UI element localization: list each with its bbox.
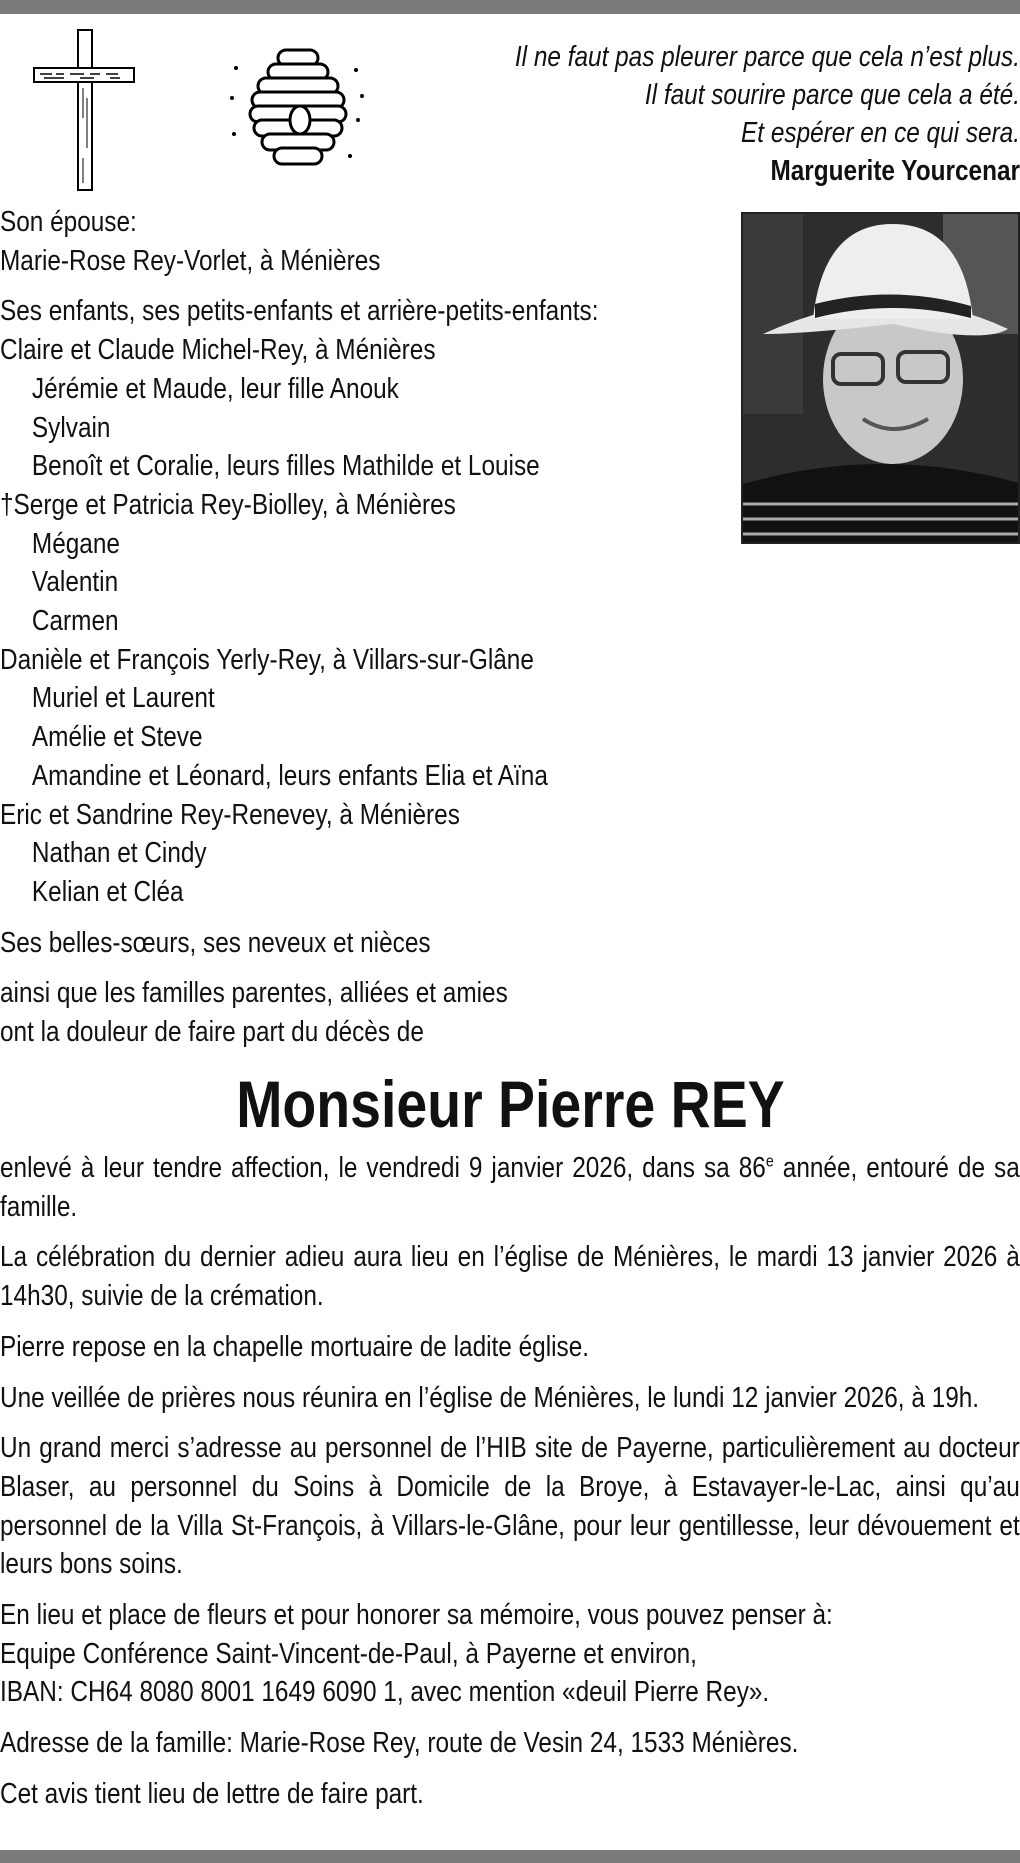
text: enlevé à leur tendre affection, le vendredi 9 janvier 2026, dans sa 86 (0, 1152, 766, 1184)
quote-author: Marguerite Yourcenar (770, 155, 1020, 187)
quote-line: Et espérer en ce qui sera. (741, 117, 1020, 149)
family-member-line: Jérémie et Maude, leur fille Anouk (31, 372, 399, 405)
quote-line: Il faut sourire parce que cela a été. (644, 79, 1020, 111)
family-member-line: Kelian et Cléa (31, 875, 184, 908)
paragraph-vigil: Une veillée de prières nous réunira en l’église de Ménières, le lundi 12 janvier 2026, à 19h. (0, 1381, 980, 1414)
paragraph-ceremony: La célébration du dernier adieu aura lieu en l’église de Ménières, le mardi 13 janvier 2026 à 14h30, suivie de la crémation. (0, 1241, 1020, 1313)
iban: IBAN: CH64 8080 8001 1649 6090 1, avec mention «deuil Pierre Rey». (0, 1676, 770, 1709)
text: année, entouré de sa famille. (0, 1152, 1020, 1223)
family-member-line: Danièle et François Yerly-Rey, à Villars-sur-Glâne (0, 643, 534, 676)
text: Equipe Conférence Saint-Vincent-de-Paul, à Payerne et environ, (0, 1637, 697, 1670)
text: En lieu et place de fleurs et pour honorer sa mémoire, vous pouvez penser à: (0, 1599, 833, 1632)
family-list (0, 203, 1020, 1064)
family-member-line: Amélie et Steve (31, 721, 203, 754)
family-member-line: Nathan et Cindy (31, 837, 207, 870)
ordinal-sup: e (765, 1151, 774, 1171)
announce-line: ainsi que les familles parentes, alliées et amies (0, 977, 508, 1010)
bottom-border (0, 1850, 1020, 1863)
family-member-line: Eric et Sandrine Rey-Renevey, à Ménières (0, 798, 460, 831)
paragraph-donation (0, 1596, 1020, 1712)
announce-line: ont la douleur de faire part du décès de (0, 1016, 424, 1049)
family-member-line: Amandine et Léonard, leurs enfants Elia et Aïna (31, 759, 548, 792)
family-member-line: Claire et Claude Michel-Rey, à Ménières (0, 334, 436, 367)
quote (0, 38, 1020, 190)
family-member-line: Mégane (31, 527, 120, 560)
quote-line: Il ne faut pas pleurer parce que cela n’est plus. (514, 41, 1020, 73)
paragraph-death (0, 1149, 1020, 1226)
family-member-line: Carmen (31, 605, 119, 638)
paragraph-address: Adresse de la famille: Marie-Rose Rey, route de Vesin 24, 1533 Ménières. (0, 1727, 799, 1760)
paragraph-repose: Pierre repose en la chapelle mortuaire de ladite église. (0, 1330, 590, 1363)
family-member-line: Sylvain (31, 411, 111, 444)
paragraph-thanks: Un grand merci s’adresse au personnel de l’HIB site de Payerne, particulièrement au docteur Blaser, au personnel du Soins à Domicile de la Broye, à Estavayer-le-Lac, ainsi qu’au personnel de la Villa St-François, à Villars-le-Glâne, pour leur gentillesse, leur dévouement et leurs bons soins. (0, 1432, 1020, 1581)
children-label: Ses enfants, ses petits-enfants et arrière-petits-enfants: (0, 295, 599, 328)
family-member-line: Valentin (31, 566, 119, 599)
paragraph-closing: Cet avis tient lieu de lettre de faire part. (0, 1777, 424, 1810)
family-member-line: †Serge et Patricia Rey-Biolley, à Ménières (0, 488, 456, 521)
family-member-line: Benoît et Coralie, leurs filles Mathilde et Louise (31, 450, 540, 483)
spouse: Marie-Rose Rey-Vorlet, à Ménières (0, 244, 381, 277)
family-member-line: Muriel et Laurent (31, 682, 215, 715)
spouse-label: Son épouse: (0, 206, 137, 238)
top-border (0, 0, 1020, 14)
notice-body (0, 1149, 1020, 1826)
deceased-name (0, 1068, 1020, 1140)
in-laws: Ses belles-sœurs, ses neveux et nièces (0, 926, 431, 959)
deceased-name-text: Monsieur Pierre REY (235, 1067, 785, 1141)
